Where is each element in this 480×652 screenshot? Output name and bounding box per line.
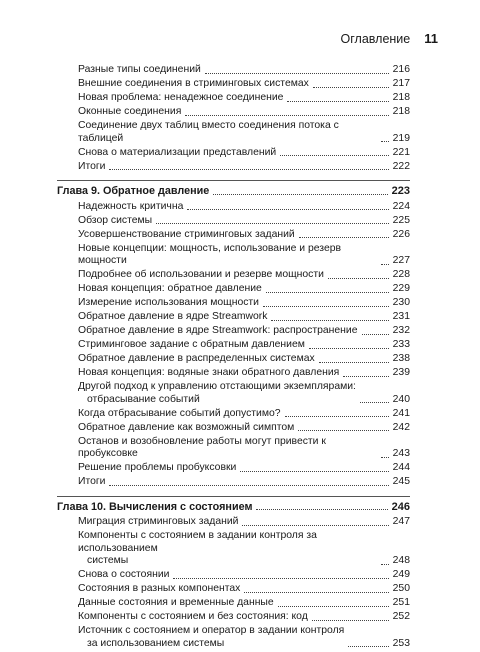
entry-page: 253 (392, 637, 410, 649)
entry-title (78, 367, 339, 380)
entry-page: 217 (392, 78, 410, 89)
entry-title-text: Решение проблемы пробуксовки (78, 462, 237, 473)
entry-title-text: Новые концепции: мощность, использование и резерв мощности (78, 242, 342, 266)
leader-dots (319, 361, 389, 363)
toc-entry[interactable] (57, 462, 410, 475)
leader-dots (381, 456, 389, 458)
entry-page: 245 (392, 476, 410, 487)
chapter-title: Глава 9. Обратное давление (57, 185, 210, 197)
entry-title (78, 339, 305, 352)
entry-page: 238 (392, 353, 410, 364)
leader-dots (173, 577, 388, 579)
leader-dots (278, 605, 389, 607)
entry-title (78, 583, 240, 596)
entry-title (78, 516, 238, 529)
table-of-contents (57, 64, 410, 652)
leader-dots (285, 415, 389, 417)
toc-entry[interactable] (57, 597, 410, 610)
leader-dots (360, 401, 389, 403)
toc-entry[interactable] (57, 161, 410, 174)
toc-entry[interactable] (57, 436, 410, 461)
entry-title (78, 476, 105, 489)
toc-entry[interactable] (57, 120, 410, 145)
chapter-title: Глава 10. Вычисления с состоянием (57, 500, 253, 513)
entry-title-text: Измерение использования мощности (78, 297, 259, 308)
page-number: 11 (424, 31, 438, 46)
leader-dots (187, 208, 388, 210)
entry-title (78, 147, 276, 160)
chapter-heading[interactable] (57, 185, 410, 198)
leader-dots (205, 72, 389, 74)
entry-title (78, 597, 274, 610)
entry-title-text: Источник с состоянием и оператор в задании контроля (78, 625, 345, 636)
entry-title (78, 422, 294, 435)
entry-title (78, 297, 259, 310)
toc-entry[interactable] (57, 92, 410, 105)
entry-page: 241 (392, 407, 410, 419)
entry-page: 242 (392, 421, 410, 433)
entry-page: 252 (392, 611, 410, 622)
entry-title-text: Новая концепция: водяные знаки обратного давления (78, 367, 340, 378)
entry-title (78, 78, 309, 91)
toc-entry[interactable] (57, 408, 410, 421)
entry-title (78, 269, 324, 282)
entry-title (78, 215, 152, 228)
entry-page: 230 (392, 297, 410, 308)
chapter-page: 223 (391, 185, 410, 197)
entry-title-continuation: за использованием системы (87, 637, 225, 649)
entry-title (78, 283, 262, 296)
entry-page: 232 (392, 325, 410, 336)
entry-page: 227 (392, 255, 410, 266)
entry-page: 218 (392, 106, 410, 117)
entry-title-text: Компоненты с состоянием и без состояния: код (78, 611, 308, 622)
entry-page: 250 (392, 583, 410, 594)
toc-entry[interactable] (57, 229, 410, 242)
entry-page: 233 (392, 339, 410, 350)
entry-title-text: Новая концепция: обратное давление (78, 283, 262, 294)
entry-page: 216 (392, 64, 410, 75)
entry-page: 218 (392, 92, 410, 103)
entry-title (78, 229, 295, 242)
chapter-entries (57, 516, 410, 650)
leader-dots (362, 333, 389, 335)
entry-title (78, 381, 356, 406)
entry-title-text: Обзор системы (78, 214, 153, 226)
leader-dots (263, 305, 389, 307)
entry-page: 243 (392, 448, 410, 459)
entry-title-text: Подробнее об использовании и резерве мощности (78, 269, 324, 280)
toc-entry[interactable] (57, 147, 410, 160)
entry-page: 244 (392, 462, 410, 473)
entry-title-text: Обратное давление в ядре Streamwork (78, 311, 268, 322)
entry-title (78, 201, 183, 214)
entry-title (78, 243, 377, 268)
entry-title-text: Разные типы соединений (78, 64, 201, 75)
leader-dots (348, 645, 388, 647)
entry-title (78, 120, 377, 145)
entry-title-text: Внешние соединения в стриминговых системах (78, 78, 309, 89)
entry-page: 225 (392, 214, 410, 226)
leader-dots (109, 484, 388, 486)
entry-title-text: Надежность критична (78, 200, 184, 212)
toc-entry[interactable] (57, 201, 410, 214)
toc-entry[interactable] (57, 611, 410, 624)
toc-entry[interactable] (57, 325, 410, 338)
leader-dots (343, 375, 388, 377)
entry-title-text: Данные состояния и временные данные (78, 597, 274, 608)
entry-title-text: Обратное давление в распределенных системах (78, 353, 315, 364)
entry-title (78, 408, 281, 421)
toc-entry[interactable] (57, 422, 410, 435)
entry-title (78, 569, 169, 582)
entry-page: 219 (392, 132, 410, 144)
leader-dots (242, 524, 388, 526)
toc-entry[interactable] (57, 516, 410, 529)
entry-title (78, 311, 267, 324)
leader-dots (298, 429, 388, 431)
entry-title-text: Останов и возобновление работы могут привести к пробуксовке (78, 435, 326, 459)
entry-title-text: Итоги (78, 476, 106, 487)
leader-dots (381, 140, 389, 142)
leader-dots (312, 619, 389, 621)
entry-title-text: Стриминговое задание с обратным давлением (78, 339, 305, 350)
leader-dots (381, 563, 389, 565)
toc-section-top (57, 64, 410, 173)
leader-dots (185, 114, 388, 116)
leader-dots (328, 277, 389, 279)
entry-title-text: Миграция стриминговых заданий (78, 516, 239, 527)
toc-entry[interactable] (57, 269, 410, 282)
entry-title-text: Соединение двух таблиц вместо соединения потока с таблицей (78, 120, 339, 144)
leader-dots (309, 347, 389, 349)
entry-title-text: Когда отбрасывание событий допустимо? (78, 407, 281, 419)
toc-entry[interactable] (57, 243, 410, 268)
leader-dots (271, 319, 388, 321)
entry-page: 229 (392, 283, 410, 294)
toc-entry[interactable] (57, 64, 410, 77)
running-head-title: Оглавление (340, 32, 411, 46)
entry-title (78, 64, 201, 77)
entry-title-text: Усовершенствование стриминговых заданий (78, 228, 295, 240)
leader-dots (287, 100, 388, 102)
entry-title-text: Состояния в разных компонентах (78, 583, 241, 594)
leader-dots (299, 236, 389, 238)
entry-title-text: Оконные соединения (78, 106, 182, 117)
entry-title (78, 106, 181, 119)
entry-title (78, 325, 358, 338)
leader-dots (280, 154, 388, 156)
entry-title (78, 611, 308, 624)
entry-title (78, 530, 377, 568)
toc-entry[interactable] (57, 353, 410, 366)
chapter-page: 246 (391, 500, 410, 513)
entry-title (78, 92, 283, 105)
entry-page: 221 (392, 146, 410, 158)
toc-entry[interactable] (57, 106, 410, 119)
entry-page: 231 (392, 311, 410, 322)
entry-page: 222 (392, 160, 410, 172)
chapter-entries (57, 201, 410, 489)
entry-page: 240 (392, 393, 410, 405)
leader-dots (266, 291, 389, 293)
toc-entry[interactable] (57, 339, 410, 352)
toc-entry[interactable] (57, 569, 410, 582)
leader-dots (256, 508, 387, 510)
toc-entry[interactable] (57, 283, 410, 296)
entry-title (78, 625, 344, 650)
toc-chapter-10 (57, 496, 410, 651)
toc-entry[interactable] (57, 297, 410, 310)
toc-entry[interactable] (57, 583, 410, 596)
entry-page: 248 (392, 555, 410, 566)
entry-title (78, 436, 377, 461)
toc-entry[interactable] (57, 367, 410, 380)
toc-entry[interactable] (57, 625, 410, 650)
leader-dots (240, 470, 388, 472)
toc-chapter-9 (57, 180, 410, 489)
leader-dots (109, 168, 388, 170)
entry-page: 228 (392, 269, 410, 280)
entry-page: 249 (392, 569, 410, 580)
entry-title-text: Компоненты с состоянием в задании контроля за использованием (78, 530, 317, 554)
entry-title-continuation: системы (87, 555, 129, 566)
entry-page: 226 (392, 228, 410, 240)
entry-title-text: Новая проблема: ненадежное соединение (78, 92, 284, 103)
entry-title (78, 161, 105, 174)
leader-dots (156, 222, 389, 224)
running-head (341, 31, 438, 46)
entry-title (78, 462, 236, 475)
entry-title-text: Другой подход к управлению отстающими экземплярами: (78, 381, 356, 392)
chapter-heading[interactable] (57, 501, 410, 514)
toc-entry[interactable] (57, 311, 410, 324)
entry-title-text: Обратное давление в ядре Streamwork: распространение (78, 325, 358, 336)
leader-dots (313, 86, 389, 88)
leader-dots (381, 263, 389, 265)
toc-entry[interactable] (57, 476, 410, 489)
toc-entry[interactable] (57, 530, 410, 568)
entry-title-text: Снова о материализации представлений (78, 146, 277, 158)
entry-title-continuation: отбрасывание событий (87, 393, 200, 405)
toc-entry[interactable] (57, 215, 410, 228)
entry-title-text: Итоги (78, 160, 106, 172)
entry-title-text: Обратное давление как возможный симптом (78, 421, 295, 433)
entry-page: 239 (392, 367, 410, 378)
entry-title-text: Снова о состоянии (78, 569, 170, 580)
entry-page: 224 (392, 200, 410, 212)
entry-page: 251 (392, 597, 410, 608)
leader-dots (213, 193, 387, 195)
toc-entry[interactable] (57, 381, 410, 406)
toc-entry[interactable] (57, 78, 410, 91)
entry-title (78, 353, 315, 366)
entry-page: 247 (392, 516, 410, 527)
leader-dots (244, 591, 388, 593)
